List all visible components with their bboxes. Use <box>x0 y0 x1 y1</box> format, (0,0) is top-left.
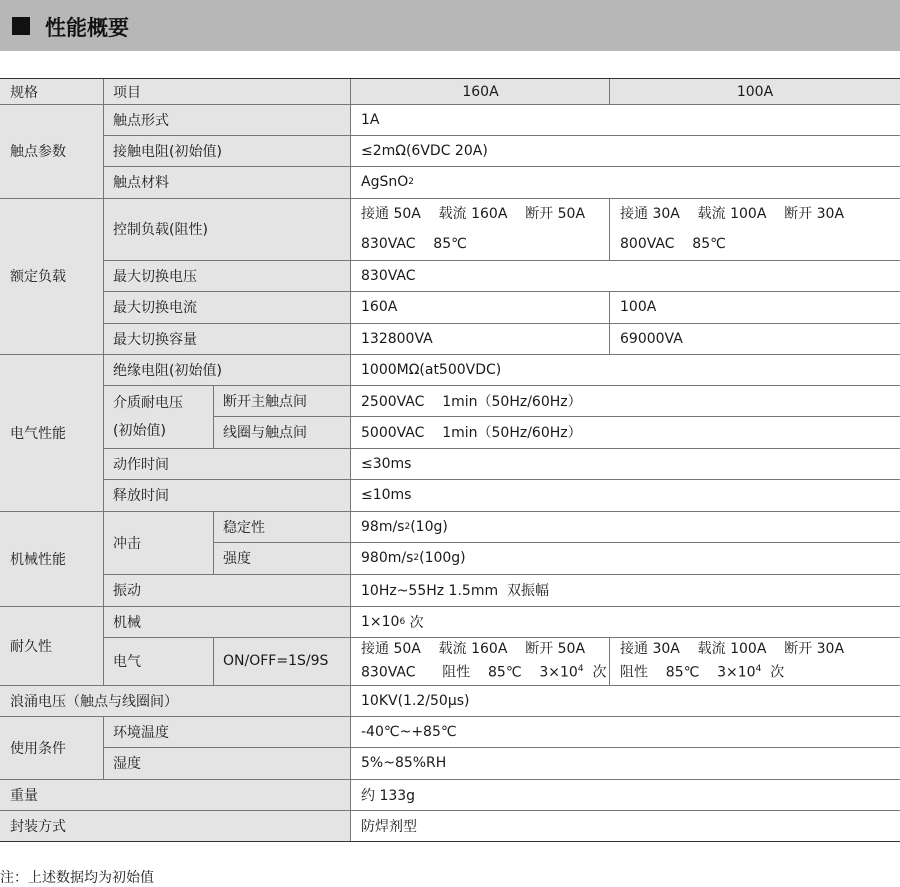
label-dielectric: 介质耐电压 (初始值) <box>103 385 213 448</box>
label-electrical-life: 电气 <box>103 637 213 685</box>
label-max-voltage: 最大切换电压 <box>103 260 351 291</box>
label-control-load: 控制负载(阻性) <box>103 198 351 260</box>
value-stability: 98m/s 2 (10g) <box>361 518 448 535</box>
value-coil-contacts: 5000VAC 1min（50Hz/60Hz） <box>361 425 582 441</box>
header-100a: 100A <box>610 79 900 104</box>
value-contact-material: AgSnO 2 <box>361 174 414 190</box>
value-surge-voltage: 10KV(1.2/50μs) <box>361 692 470 709</box>
section-header <box>0 0 900 51</box>
header-spec: 规格 <box>0 79 103 104</box>
value-release-time: ≤10ms <box>361 487 412 503</box>
value-max-current-160a: 160A <box>361 299 398 315</box>
header-160a: 160A <box>351 79 610 104</box>
value-between-contacts: 2500VAC 1min（50Hz/60Hz） <box>361 393 582 410</box>
value-operate-time: ≤30ms <box>361 455 412 472</box>
label-contact-form: 触点形式 <box>103 104 351 135</box>
value-control-load-100a: 接通 30A 载流 100A 断开 30A 800VAC 85℃ <box>620 206 845 252</box>
group-rated-load: 额定负载 <box>0 198 103 354</box>
footnote: 注：上述数据均为初始值 <box>0 870 154 886</box>
value-sealing: 防焊剂型 <box>361 818 417 835</box>
value-max-capacity-160a: 132800VA <box>361 330 433 347</box>
value-electrical-life-100a: 接通 30A 载流 100A 断开 30A 阻性 85℃ $3\times 10^4$ 次 <box>620 641 845 681</box>
value-strength: 980m/s 2 (100g) <box>361 550 466 566</box>
section-title: 性能概要 <box>45 16 129 40</box>
label-operate-time: 动作时间 <box>103 448 351 479</box>
label-contact-resistance: 接触电阻(初始值) <box>103 135 351 166</box>
value-weight: 约 133g <box>361 787 416 804</box>
value-max-capacity-100a: 69000VA <box>620 330 683 347</box>
label-insulation: 绝缘电阻(初始值) <box>103 354 351 385</box>
label-contact-material: 触点材料 <box>103 166 351 198</box>
square-bullet-icon <box>12 17 30 35</box>
value-max-voltage: 830VAC <box>361 267 416 284</box>
value-contact-resistance: ≤2mΩ(6VDC 20A) <box>361 142 488 159</box>
value-humidity: 5%~85%RH <box>361 755 447 771</box>
label-shock: 冲击 <box>103 511 213 574</box>
label-humidity: 湿度 <box>103 747 351 779</box>
label-max-capacity: 最大切换容量 <box>103 323 351 354</box>
label-release-time: 释放时间 <box>103 479 351 511</box>
label-electrical-life-condition: ON/OFF=1S/9S <box>213 637 351 685</box>
label-ambient-temp: 环境温度 <box>103 716 351 747</box>
label-surge-voltage: 浪涌电压（触点与线圈间） <box>0 685 351 716</box>
value-electrical-life-160a: 接通 50A 载流 160A 断开 50A 830VAC 阻性 85℃ $3\times 10^4$ 次 <box>361 641 607 681</box>
group-mechanical: 机械性能 <box>0 511 103 606</box>
value-max-current-100a: 100A <box>620 299 657 315</box>
label-stability: 稳定性 <box>213 511 351 542</box>
label-between-contacts: 断开主触点间 <box>213 385 351 416</box>
label-max-current: 最大切换电流 <box>103 291 351 323</box>
group-electrical: 电气性能 <box>0 354 103 511</box>
label-vibration: 振动 <box>103 574 351 606</box>
label-mechanical-life: 机械 <box>103 606 351 637</box>
value-insulation: 1000MΩ(at500VDC) <box>361 361 502 378</box>
group-contact: 触点参数 <box>0 104 103 198</box>
value-vibration: 10Hz~55Hz 1.5mm 双振幅 <box>361 583 550 599</box>
value-control-load-160a: 接通 50A 载流 160A 断开 50A 830VAC 85℃ <box>361 206 586 252</box>
label-strength: 强度 <box>213 542 351 574</box>
group-endurance: 耐久性 <box>0 606 103 685</box>
header-item: 项目 <box>103 79 351 104</box>
value-mechanical-life: 1×10 6 次 <box>361 613 424 631</box>
group-conditions: 使用条件 <box>0 716 103 779</box>
label-weight: 重量 <box>0 779 351 810</box>
label-sealing: 封装方式 <box>0 810 351 841</box>
value-contact-form: 1A <box>361 111 380 128</box>
label-coil-contacts: 线圈与触点间 <box>213 416 351 448</box>
value-ambient-temp: -40℃~+85℃ <box>361 723 457 740</box>
